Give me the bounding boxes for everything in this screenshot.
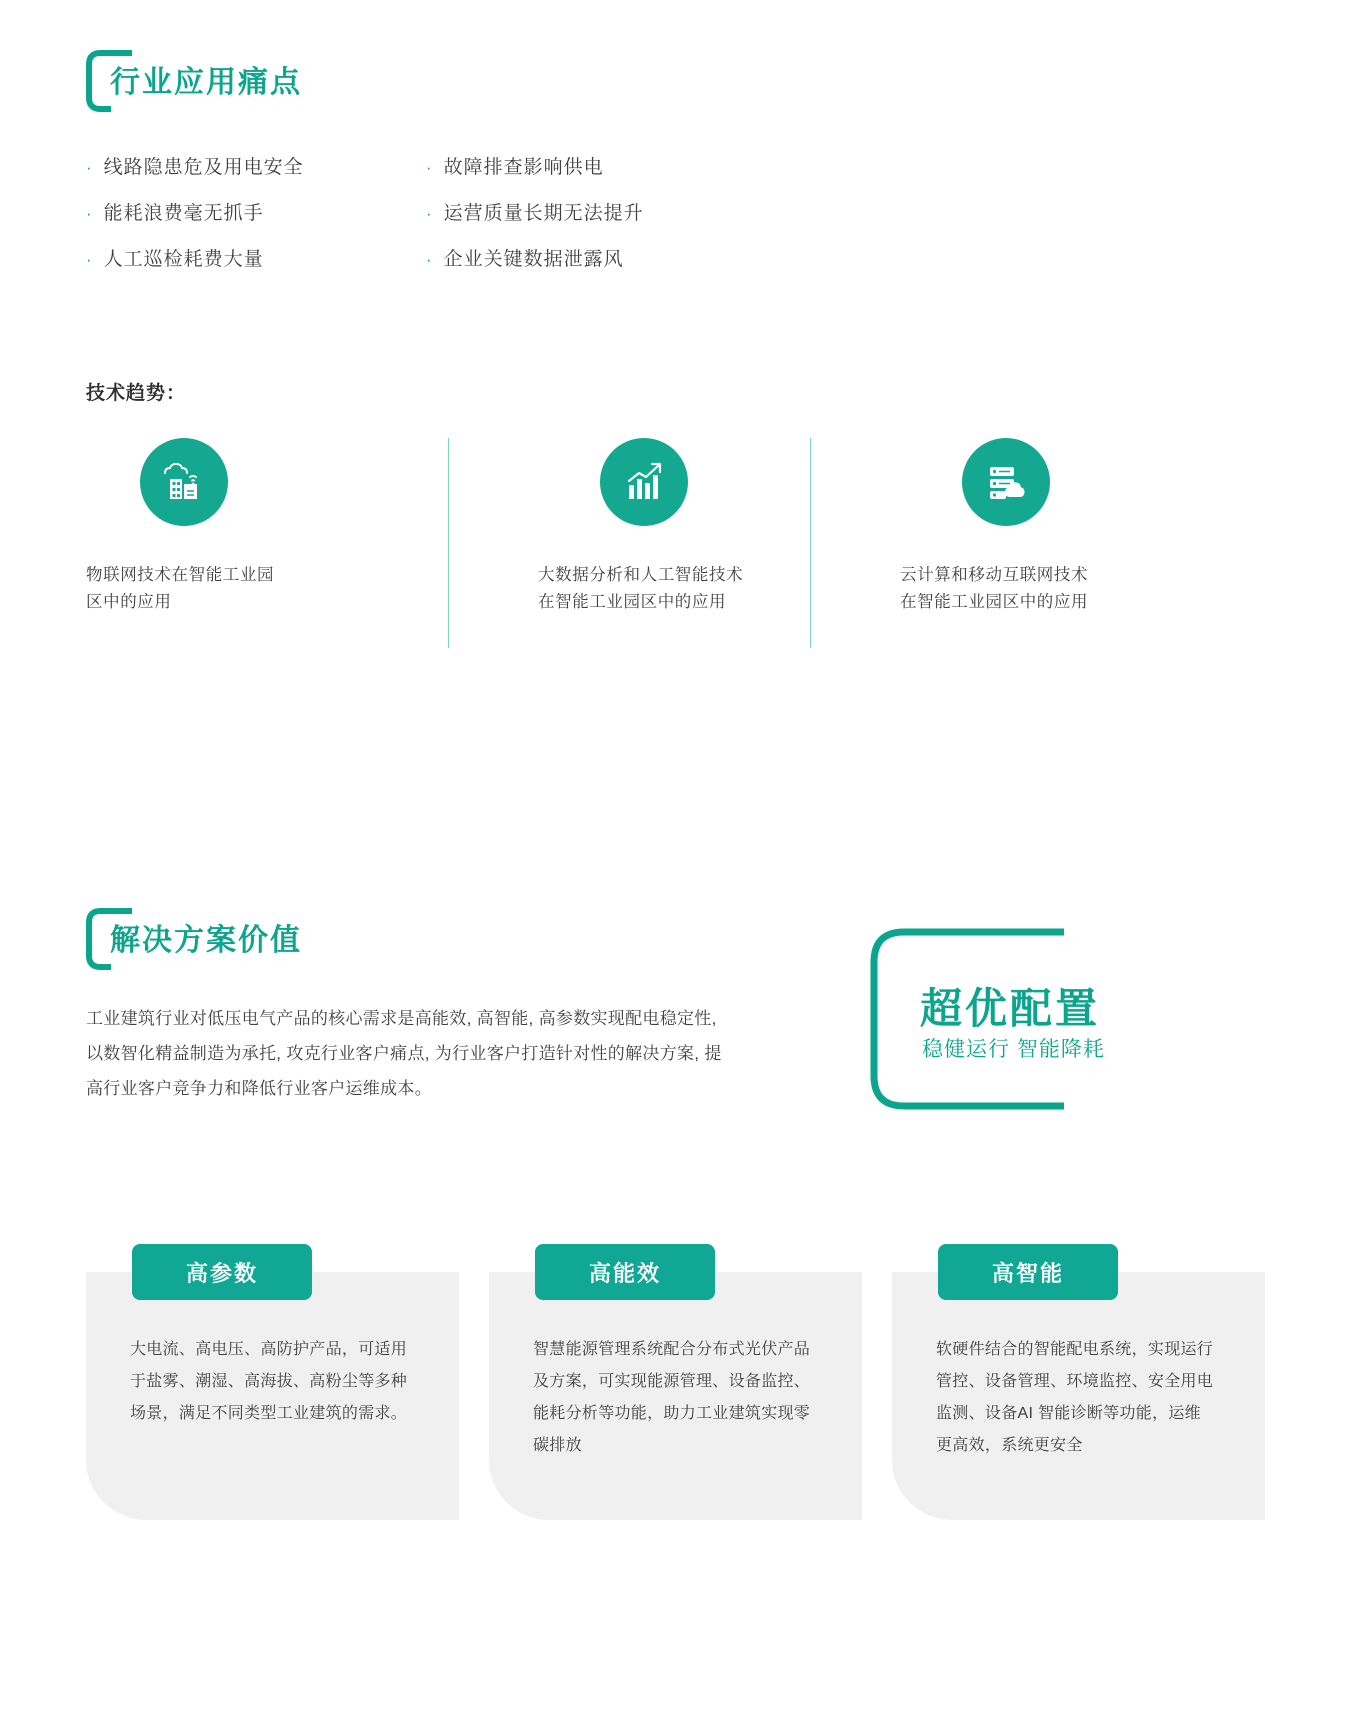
status-badge: 高参数 (132, 1244, 312, 1300)
value-card-body: 软硬件结合的智能配电系统，实现运行管控、设备管理、环境监控、安全用电监测、设备AI 智能诊断等功能，运维更高效，系统更安全 (936, 1341, 1214, 1454)
list-item-label: 能耗浪费毫无抓手 (103, 203, 264, 224)
pain-point-list (86, 152, 846, 271)
status-badge: 高智能 (938, 1244, 1118, 1300)
solution-paragraph: 工业建筑行业对低压电气产品的核心需求是高能效, 高智能, 高参数实现配电稳定性, 以数智化精益制造为承托, 攻克行业客户痛点, 为行业客户打造针对性的解决方案, 提高行业客户竞争力和降低行业客户运维成本。 (86, 1009, 722, 1098)
column-divider (448, 438, 449, 648)
value-card (86, 1260, 459, 1520)
tech-trend-column-3 (810, 438, 1172, 616)
value-card (892, 1260, 1265, 1520)
page-title: 行业应用痛点 (110, 66, 302, 99)
bullet-dot-icon: · (86, 250, 93, 269)
bullet-dot-icon: · (426, 250, 433, 269)
iot-factory-icon (140, 438, 228, 526)
tech-trend-row (86, 438, 1266, 616)
value-card-body: 智慧能源管理系统配合分布式光伏产品及方案，可实现能源管理、设备监控、能耗分析等功能，助力工业建筑实现零碳排放 (533, 1341, 811, 1454)
bracket-decoration-icon (86, 908, 132, 970)
value-card-body: 大电流、高电压、高防护产品，可适用于盐雾、潮湿、高海拔、高粉尘等多种场景，满足不同类型工业建筑的需求。 (130, 1341, 408, 1422)
tech-trend-label: 技术趋势： (86, 383, 187, 404)
tech-trend-text: 大数据分析和人工智能技术 在智能工业园区中的应用 (538, 566, 744, 612)
badge-main-text: 超优配置 (920, 985, 1101, 1032)
bullet-dot-icon: · (86, 158, 93, 177)
badge-sub-text: 稳健运行 智能降耗 (922, 1038, 1105, 1061)
list-item (86, 198, 426, 225)
tech-trend-column-1 (86, 438, 448, 616)
list-item-label: 人工巡检耗费大量 (103, 249, 264, 270)
list-item-label: 故障排查影响供电 (443, 157, 604, 178)
list-item-label: 企业关键数据泄露风 (443, 249, 624, 270)
bullet-dot-icon: · (86, 204, 93, 223)
section-title: 解决方案价值 (110, 924, 302, 957)
bar-chart-growth-icon (600, 438, 688, 526)
list-item (426, 198, 766, 225)
list-item (86, 244, 426, 271)
list-item (426, 244, 766, 271)
bullet-dot-icon: · (426, 158, 433, 177)
bracket-decoration-icon (86, 50, 132, 112)
list-item-label: 运营质量长期无法提升 (443, 203, 644, 224)
tech-trend-column-2 (448, 438, 810, 616)
list-item-label: 线路隐患危及用电安全 (103, 157, 304, 178)
tech-trend-text: 物联网技术在智能工业园 区中的应用 (86, 566, 275, 612)
column-divider (810, 438, 811, 648)
cloud-server-icon (962, 438, 1050, 526)
bullet-dot-icon: · (426, 204, 433, 223)
solution-section-heading (86, 908, 302, 970)
pain-section-heading (86, 50, 302, 112)
value-card-list (86, 1260, 1266, 1520)
list-item (86, 152, 426, 179)
value-card (489, 1260, 862, 1520)
status-badge: 高能效 (535, 1244, 715, 1300)
list-item (426, 152, 766, 179)
tech-trend-text: 云计算和移动互联网技术 在智能工业园区中的应用 (900, 566, 1089, 612)
badge-callout (868, 928, 1105, 1110)
